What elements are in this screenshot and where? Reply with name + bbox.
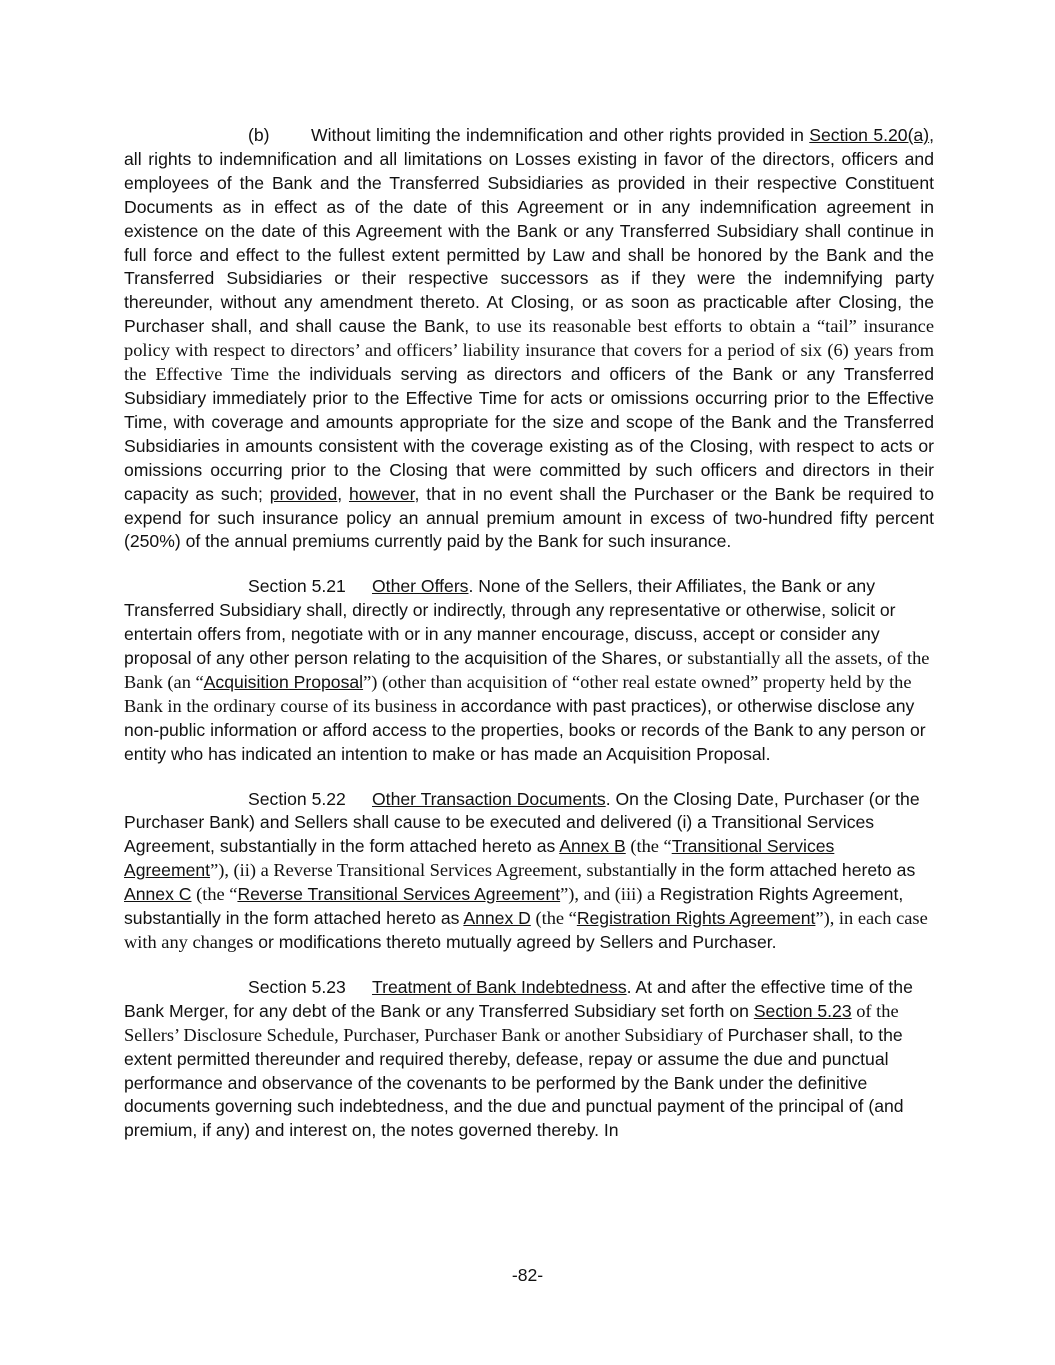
section-heading: Other Offers [372,576,469,597]
section-heading: Treatment of Bank Indebtedness [372,976,627,997]
paragraph-text: Purchaser shall, to the extent permitted thereunder and required thereby, defease, repay or assume the due and punctual performance and observance of the covenants to be performed by the Bank under the definitive documents governing such indebtedness, and the due and punctual payment of the principal of (and premium, if any) and interest on, the notes governed thereby. In [124,1024,904,1141]
paragraph-text: Registration Rights Agreement, substantially in the form attached hereto as [124,884,904,929]
paragraph-text: (the “ [191,884,238,905]
defined-term: Registration Rights Agreement [576,908,816,929]
annex-d-reference: Annex D [463,908,531,929]
paragraph-text: ”), and (iii) a [560,884,660,905]
paragraph-text: s or modifications thereto mutually agreed by Sellers and Purchaser. [244,932,777,952]
section-5-22 [124,788,934,955]
paragraph-text: , [337,483,349,504]
paragraph-text: , all rights to indemnification and all limitations on Losses existing in favor of the directors, officers and employees of the Bank and the Transferred Subsidiaries as provided in their respective Constituent Documents as in effect as of the date of this Agreement or in any indemnification agreement in existence on the date of this Agreement with the Bank or any Transferred Subsidiary shall continue in full force and effect to the fullest extent permitted by Law and shall be honored by the Bank and the Transferred Subsidiaries or their respective successors as if they were the indemnifying party thereunder, without any amendment thereto. At Closing, or as soon as practicable after Closing, the Purchaser shall, and shall cause the Bank, [124,125,934,337]
annex-b-reference: Annex B [559,836,626,857]
section-number: Section 5.22 [248,788,346,809]
paragraph-text: ”), (ii) a Reverse Transitional Services Agreement, substantia [210,860,661,881]
defined-term: Acquisition Proposal [203,671,364,692]
defined-term: Reverse Transitional Services Agreement [237,884,561,905]
section-reference: Section 5.20(a) [809,125,930,145]
page-number: -82- [511,1265,544,1285]
annex-c-reference: Annex C [124,884,192,905]
paragraph-text: to use its reasonable best efforts to obtain a “tail” insurance policy with respect to directors’ and officers’ liability insurance that covers for a period of six (6) years from the Effective Time the [124,316,934,385]
paragraph-text: . At and after the effective time of the Bank Merger, for any debt of the Bank or any Transferred Subsidiary set forth on [124,976,913,1021]
paragraph-text: substantially all the assets, of the Bank (an “ [124,648,930,692]
paragraph-text: lly in the form attached hereto as [660,860,916,881]
paragraph-text: individuals serving as directors and officers of the Bank or any Transferred Subsidiary immediately prior to the Effective Time for acts or omissions occurring prior to the Effective Time, with coverage and amounts appropriate for the size and scope of the Bank and the Transferred Subsidiaries in amounts consistent with the coverage existing as of the Closing, with respect to acts or omissions occurring prior to the Closing that were committed by such officers and directors in their capacity as such; [124,364,934,504]
however-term: however [349,483,415,504]
paragraph-5-20-b [124,124,934,554]
section-heading: Other Transaction Documents [372,788,606,809]
paragraph-text: of the Sellers’ Disclosure Schedule, Purchaser, Purchaser Bank or another Subsidiary of [124,1000,899,1045]
paragraph-text: ”) (other than acquisition of “other real estate owned” property held by the Bank in the ordinary course of its business in [124,671,912,716]
section-reference: Section 5.23 [753,1000,852,1021]
section-5-23 [124,976,934,1143]
paragraph-text: ”), in each case with any change [124,908,928,952]
paragraph-text: , that in no event shall the Purchaser or the Bank be required to expend for such insurance policy an annual premium amount in excess of two-hundred fifty percent (250%) of the annual premiums currently paid by the Bank for such insurance. [124,483,935,552]
document-body [124,124,934,1164]
paragraph-text: (the “ [530,908,577,929]
paragraph-text: . On the Closing Date, Purchaser (or the Purchaser Bank) and Sellers shall cause to be executed and delivered (i) a Transitional Services Agreement, substantially in the form attached hereto as [124,788,920,857]
paragraph-text: accordance with past practices), or otherwise disclose any non-public information or afford access to the properties, books or records of the Bank to any person or entity who has indicated an intention to make or has made an Acquisition Proposal. [124,695,926,764]
section-number: Section 5.23 [248,976,346,997]
section-number: Section 5.21 [248,576,346,597]
section-5-21 [124,575,934,766]
provided-term: provided [269,483,338,504]
paragraph-text: (the “ [625,836,672,857]
clause-label: (b) [248,125,270,145]
defined-term: Transitional Services Agreement [124,836,835,881]
paragraph-text: Without limiting the indemnification and other rights provided in [311,125,810,145]
paragraph-text: . None of the Sellers, their Affiliates, the Bank or any Transferred Subsidiary shall, directly or indirectly, through any representative or otherwise, solicit or entertain offers from, negotiate with or in any manner encourage, discuss, accept or consider any proposal of any other person relating to the acquisition of the Shares, or [124,576,896,669]
